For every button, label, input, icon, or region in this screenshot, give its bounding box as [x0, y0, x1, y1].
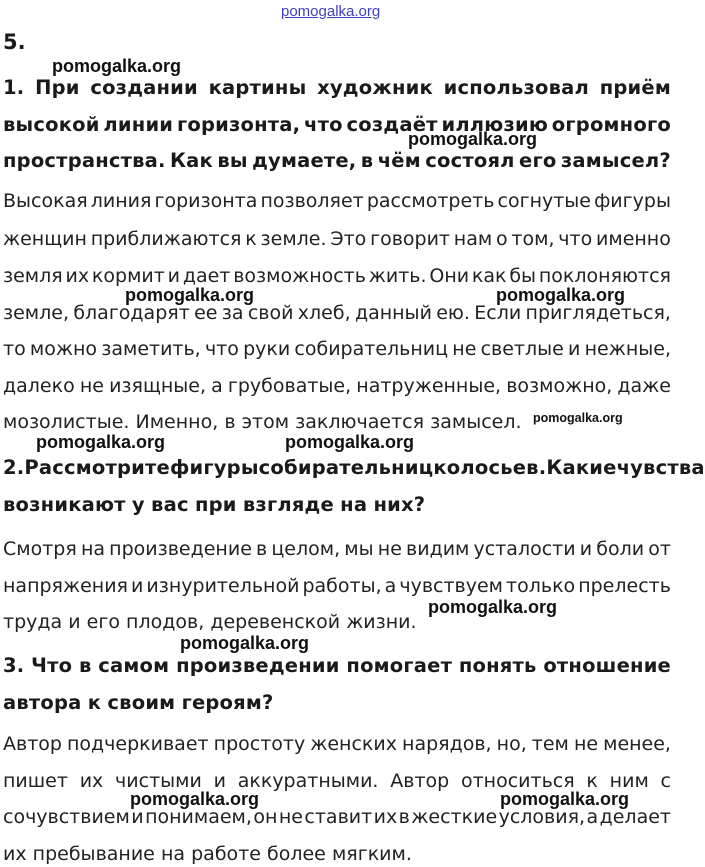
watermark: pomogalka.org [130, 789, 260, 809]
watermark: pomogalka.org [125, 285, 255, 305]
task-number: 5. [3, 30, 26, 54]
watermark: pomogalka.org [180, 633, 310, 653]
answer-line: сочувствием и понимаем, он не ставит их в жесткие условия, а делает [3, 806, 671, 828]
answer-line: Автор подчеркивает простоту женских нарядов, но, тем не менее, [3, 733, 671, 755]
answer-line: пишет их чистыми и аккуратными. Автор относиться к ним с [3, 770, 671, 792]
answer-line: земле, благодарят ее за свой хлеб, данный ею. Если приглядеться, [3, 302, 671, 324]
question-line: высокой линии горизонта, что создаёт иллюзию огромного [3, 113, 671, 136]
watermark: pomogalka.org [36, 432, 166, 452]
answer-line: Смотря на произведение в целом, мы не видим усталости и боли от [3, 538, 671, 560]
question-line: 3. Что в самом произведении помогает понять отношение [3, 654, 671, 677]
watermark: pomogalka.org [408, 129, 538, 149]
watermark: pomogalka.org [285, 432, 415, 452]
answer-line: мозолистые. Именно, в этом заключается замысел. [3, 411, 522, 433]
watermark: pomogalka.org [533, 411, 623, 425]
answer-line: женщин приближаются к земле. Это говорит нам о том, что именно [3, 228, 671, 250]
question-line: 2. Рассмотрите фигуры собирательниц колосьев. Какие чувства [3, 456, 705, 479]
answer-line: Высокая линия горизонта позволяет рассмотреть согнутые фигуры [3, 190, 671, 212]
answer-line: то можно заметить, что руки собирательниц не светлые и нежные, [3, 338, 671, 360]
question-line: пространства. Как вы думаете, в чём состоял его замысел? [3, 149, 671, 172]
watermark: pomogalka.org [496, 285, 626, 305]
answer-line: далеко не изящные, а грубоватые, натруженные, возможно, даже [3, 375, 671, 397]
question-line: возникают у вас при взгляде на них? [3, 493, 426, 516]
answer-line: земля их кормит и дает возможность жить. Они как бы поклоняются [3, 265, 671, 287]
watermark: pomogalka.org [428, 597, 558, 617]
watermark: pomogalka.org [52, 56, 182, 76]
watermark: pomogalka.org [500, 789, 630, 809]
answer-line: труда и его плодов, деревенской жизни. [3, 611, 417, 633]
question-line: 1. При создании картины художник использовал приём [3, 76, 671, 99]
answer-line: их пребывание на работе более мягким. [3, 843, 412, 865]
question-line: автора к своим героям? [3, 691, 274, 714]
watermark-top: pomogalka.org [281, 3, 381, 20]
answer-line: напряжения и изнурительной работы, а чувствуем только прелесть [3, 575, 671, 597]
